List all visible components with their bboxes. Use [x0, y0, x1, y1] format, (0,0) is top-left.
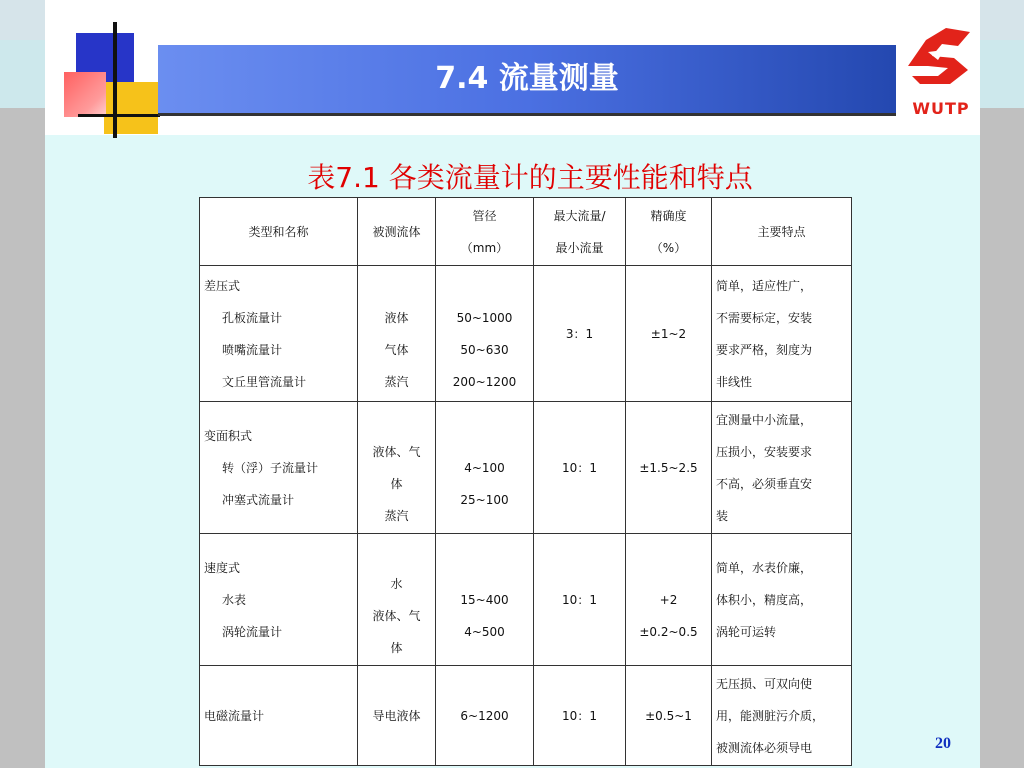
table-caption: 表7.1 各类流量计的主要性能和特点: [307, 161, 753, 194]
row2-features-line: 不高，必须垂直安: [716, 476, 813, 491]
row2-diameter-line: 4~100: [464, 460, 505, 475]
page-number: 20: [935, 735, 951, 752]
row3-type-line: 速度式: [204, 560, 241, 575]
row4-features-line: 被测流体必须导电: [716, 740, 813, 755]
row2-features-line: 宜测量中小流量，: [716, 412, 813, 427]
header-ratio: [534, 198, 626, 266]
row1-fluid-line: 液体: [384, 310, 409, 325]
row3-diameter-line: [440, 552, 529, 584]
row2-type-line: 转（浮）子流量计: [222, 460, 319, 475]
row4-diameter: 6~1200: [436, 666, 534, 766]
slide-title: 7.4 流量测量: [435, 61, 619, 96]
header-accuracy-line2: （%）: [650, 240, 687, 255]
header-accuracy-line1: 精确度: [650, 208, 687, 223]
row3-fluid-line: 体: [390, 640, 403, 655]
row1-features-line: 不需要标定，安装: [716, 310, 813, 325]
row2-fluid: [358, 402, 436, 534]
row3-diameter-line: 15~400: [460, 592, 509, 607]
row3-features: [712, 534, 852, 666]
row3-accuracy-line: ±0.2~0.5: [639, 624, 698, 639]
row1-fluid-line: 蒸汽: [384, 374, 409, 389]
decor-red-square: [64, 72, 106, 117]
row1-diameter-line: 50~1000: [456, 310, 513, 325]
row1-type-line: 文丘里管流量计: [222, 374, 307, 389]
row2-type-line: 冲塞式流量计: [222, 492, 295, 507]
row3-type-line: 水表: [222, 592, 247, 607]
table-row: [200, 266, 852, 402]
header-features: 主要特点: [712, 198, 852, 266]
row2-diameter-line: [440, 420, 529, 452]
row2-type-line: 变面积式: [204, 428, 253, 443]
table-row: [200, 534, 852, 666]
row2-accuracy: ±1.5~2.5: [626, 402, 712, 534]
row4-features-line: 无压损、可双向使: [716, 676, 813, 691]
table-header-row: [200, 198, 852, 266]
row1-fluid-line: [362, 270, 431, 302]
row2-features-line: 压损小，安装要求: [716, 444, 813, 459]
row1-fluid-line: 气体: [384, 342, 409, 357]
row4-features: [712, 666, 852, 766]
row3-features-line: 简单，水表价廉，: [716, 560, 813, 575]
row3-features-line: 涡轮可运转: [716, 624, 777, 639]
row1-features-line: 非线性: [716, 374, 753, 389]
row1-type-line: 孔板流量计: [222, 310, 283, 325]
header-diameter: [436, 198, 534, 266]
header-fluid: 被测流体: [358, 198, 436, 266]
row3-fluid-line: 液体、气: [372, 608, 421, 623]
row1-features-line: 要求严格，刻度为: [716, 342, 813, 357]
header-accuracy: [626, 198, 712, 266]
row4-features-line: 用，能测脏污介质，: [716, 708, 825, 723]
row2-diameter-line: 25~100: [460, 492, 509, 507]
row4-fluid: 导电液体: [358, 666, 436, 766]
row2-features: [712, 402, 852, 534]
row2-fluid-line: 液体、气: [372, 444, 421, 459]
row1-accuracy: ±1~2: [626, 266, 712, 402]
row1-features: [712, 266, 852, 402]
row2-ratio: 10：1: [534, 402, 626, 534]
row3-ratio: 10：1: [534, 534, 626, 666]
row1-fluid: [358, 266, 436, 402]
row2-fluid-line: 蒸汽: [384, 508, 409, 523]
decor-horizontal-line: [78, 114, 160, 117]
row3-accuracy-line: +2: [659, 592, 678, 607]
header-type: 类型和名称: [200, 198, 358, 266]
table-row: [200, 666, 852, 766]
row4-accuracy: ±0.5~1: [626, 666, 712, 766]
header-diameter-line1: 管径: [472, 208, 497, 223]
row2-fluid-line: 体: [390, 476, 403, 491]
flowmeter-table: [199, 197, 852, 766]
row1-diameter-line: 200~1200: [452, 374, 517, 389]
row1-ratio: 3：1: [534, 266, 626, 402]
row3-accuracy: [626, 534, 712, 666]
row4-ratio: 10：1: [534, 666, 626, 766]
row1-type-line: 喷嘴流量计: [222, 342, 283, 357]
row3-fluid: [358, 534, 436, 666]
row2-type: [200, 402, 358, 534]
row1-type-line: 差压式: [204, 278, 241, 293]
row2-fluid-line: [362, 404, 431, 436]
header-ratio-line1: 最大流量/: [553, 208, 606, 223]
row3-fluid-line: 水: [390, 576, 403, 591]
header-ratio-line2: 最小流量: [555, 240, 604, 255]
header-diameter-line2: （mm）: [460, 240, 509, 255]
row1-diameter: [436, 266, 534, 402]
table-row: [200, 402, 852, 534]
row3-diameter-line: 4~500: [464, 624, 505, 639]
row1-diameter-line: [440, 270, 529, 302]
row1-diameter-line: 50~630: [460, 342, 509, 357]
row3-type-line: 涡轮流量计: [222, 624, 283, 639]
row3-features-line: 体积小，精度高，: [716, 592, 813, 607]
row2-diameter: [436, 402, 534, 534]
row3-accuracy-line: [630, 552, 707, 584]
row2-features-line: 装: [716, 508, 729, 523]
row3-fluid-line: [362, 536, 431, 568]
row3-type: [200, 534, 358, 666]
row1-features-line: 简单，适应性广，: [716, 278, 813, 293]
logo-text: WUTP: [912, 99, 970, 118]
row4-type: 电磁流量计: [200, 666, 358, 766]
row1-type: [200, 266, 358, 402]
row3-diameter: [436, 534, 534, 666]
decor-vertical-line: [113, 22, 117, 138]
